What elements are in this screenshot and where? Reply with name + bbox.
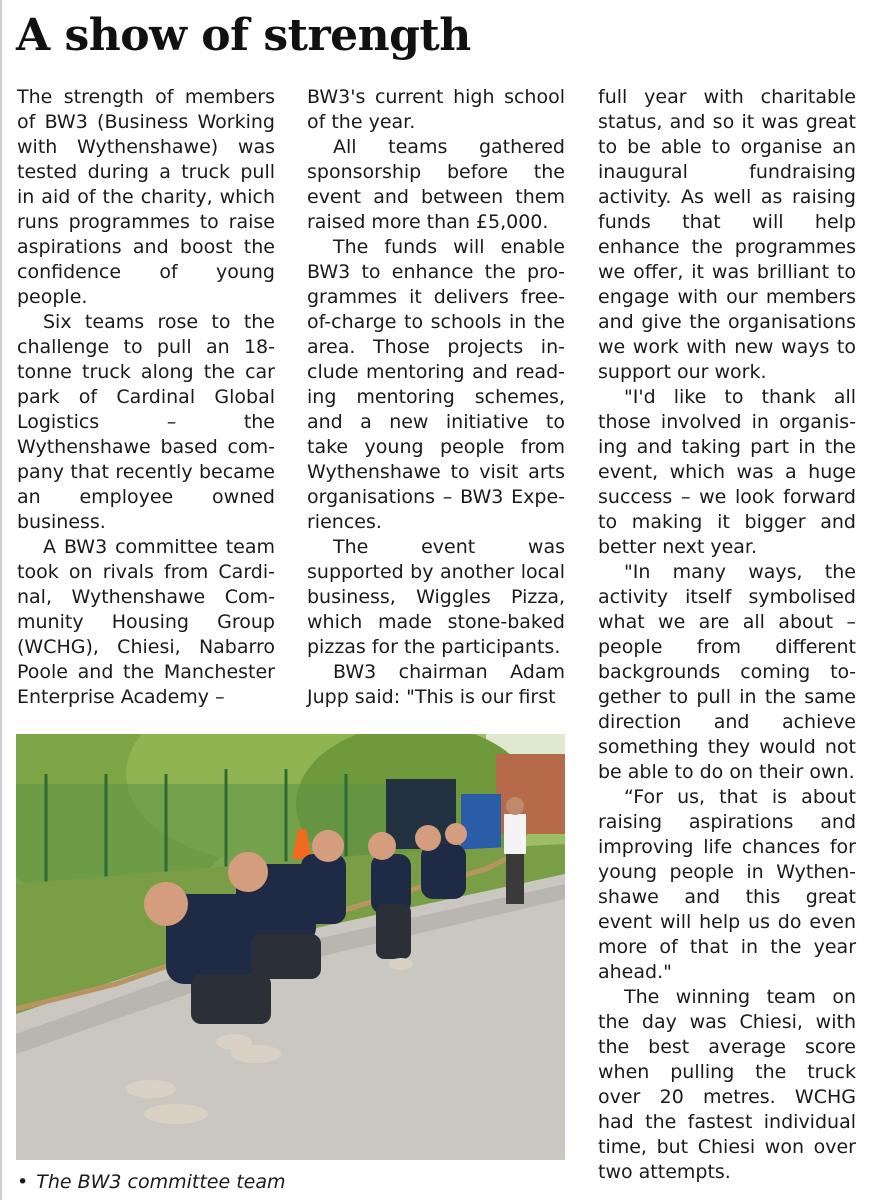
paragraph: "In many ways, the activity itself symbolised what we are all about – people from different backgrounds coming together to pull in the same direction and achieve something they would not be able to do on their own. — [598, 561, 856, 783]
paragraph: The winning team on the day was Chiesi, with the best average score when pulling the truck over 20 metres. WCHG had the fastest individual time, but Chiesi won over two attempts. — [598, 986, 856, 1183]
paragraph: “For us, that is about raising aspirations and improving life chances for young people in Wythenshawe and this great event will help us do even more of that in the year ahead." — [598, 786, 856, 983]
page-border — [0, 0, 2, 1200]
caption-text: The BW3 committee team — [36, 1171, 286, 1193]
article-photo — [16, 734, 565, 1160]
paragraph: BW3 chairman Adam Jupp said: "This is our first — [307, 661, 565, 708]
paragraph: The funds will enable BW3 to enhance the programmes it delivers free-of-charge to schools in the area. Those projects include mentoring and reading mentoring schemes, and a new initiative to take young people from Wythenshawe to visit arts organisations – BW3 Experiences. — [307, 236, 565, 533]
paragraph: BW3's current high school of the year. — [307, 86, 565, 133]
paragraph: A BW3 committee team took on rivals from Cardinal, Wythenshawe Community Housing Group (WCHG), Chiesi, Nabarro Poole and the Manchester Enterprise Academy – — [17, 536, 275, 708]
article-column-2 — [307, 85, 565, 710]
paragraph: All teams gathered sponsorship before the event and between them raised more than £5,000. — [307, 136, 565, 233]
paragraph: The event was supported by another local business, Wiggles Pizza, which made stone-baked pizzas for the participants. — [307, 536, 565, 658]
paragraph: "I'd like to thank all those involved in organising and taking part in the event, which was a huge success – we look forward to making it bigger and better next year. — [598, 386, 856, 558]
article-column-1 — [17, 85, 275, 710]
article-column-3 — [598, 85, 856, 1185]
photo-caption — [17, 1170, 286, 1194]
paragraph: full year with charitable status, and so it was great to be able to organise an inaugural fundraising activity. As well as raising funds that will help enhance the programmes we offer, it was brilliant to engage with our members and give the organisations we work with new ways to support our work. — [598, 86, 856, 383]
caption-bullet: • — [17, 1171, 29, 1193]
article-headline: A show of strength — [16, 10, 471, 61]
tug-of-war-photo-illustration — [16, 734, 565, 1160]
paragraph: Six teams rose to the challenge to pull an 18-tonne truck along the car park of Cardinal Global Logistics – the Wythenshawe based company that recently became an employee owned business. — [17, 311, 275, 533]
paragraph: The strength of members of BW3 (Business Working with Wythenshawe) was tested during a truck pull in aid of the charity, which runs programmes to raise aspirations and boost the confidence of young people. — [17, 86, 275, 308]
